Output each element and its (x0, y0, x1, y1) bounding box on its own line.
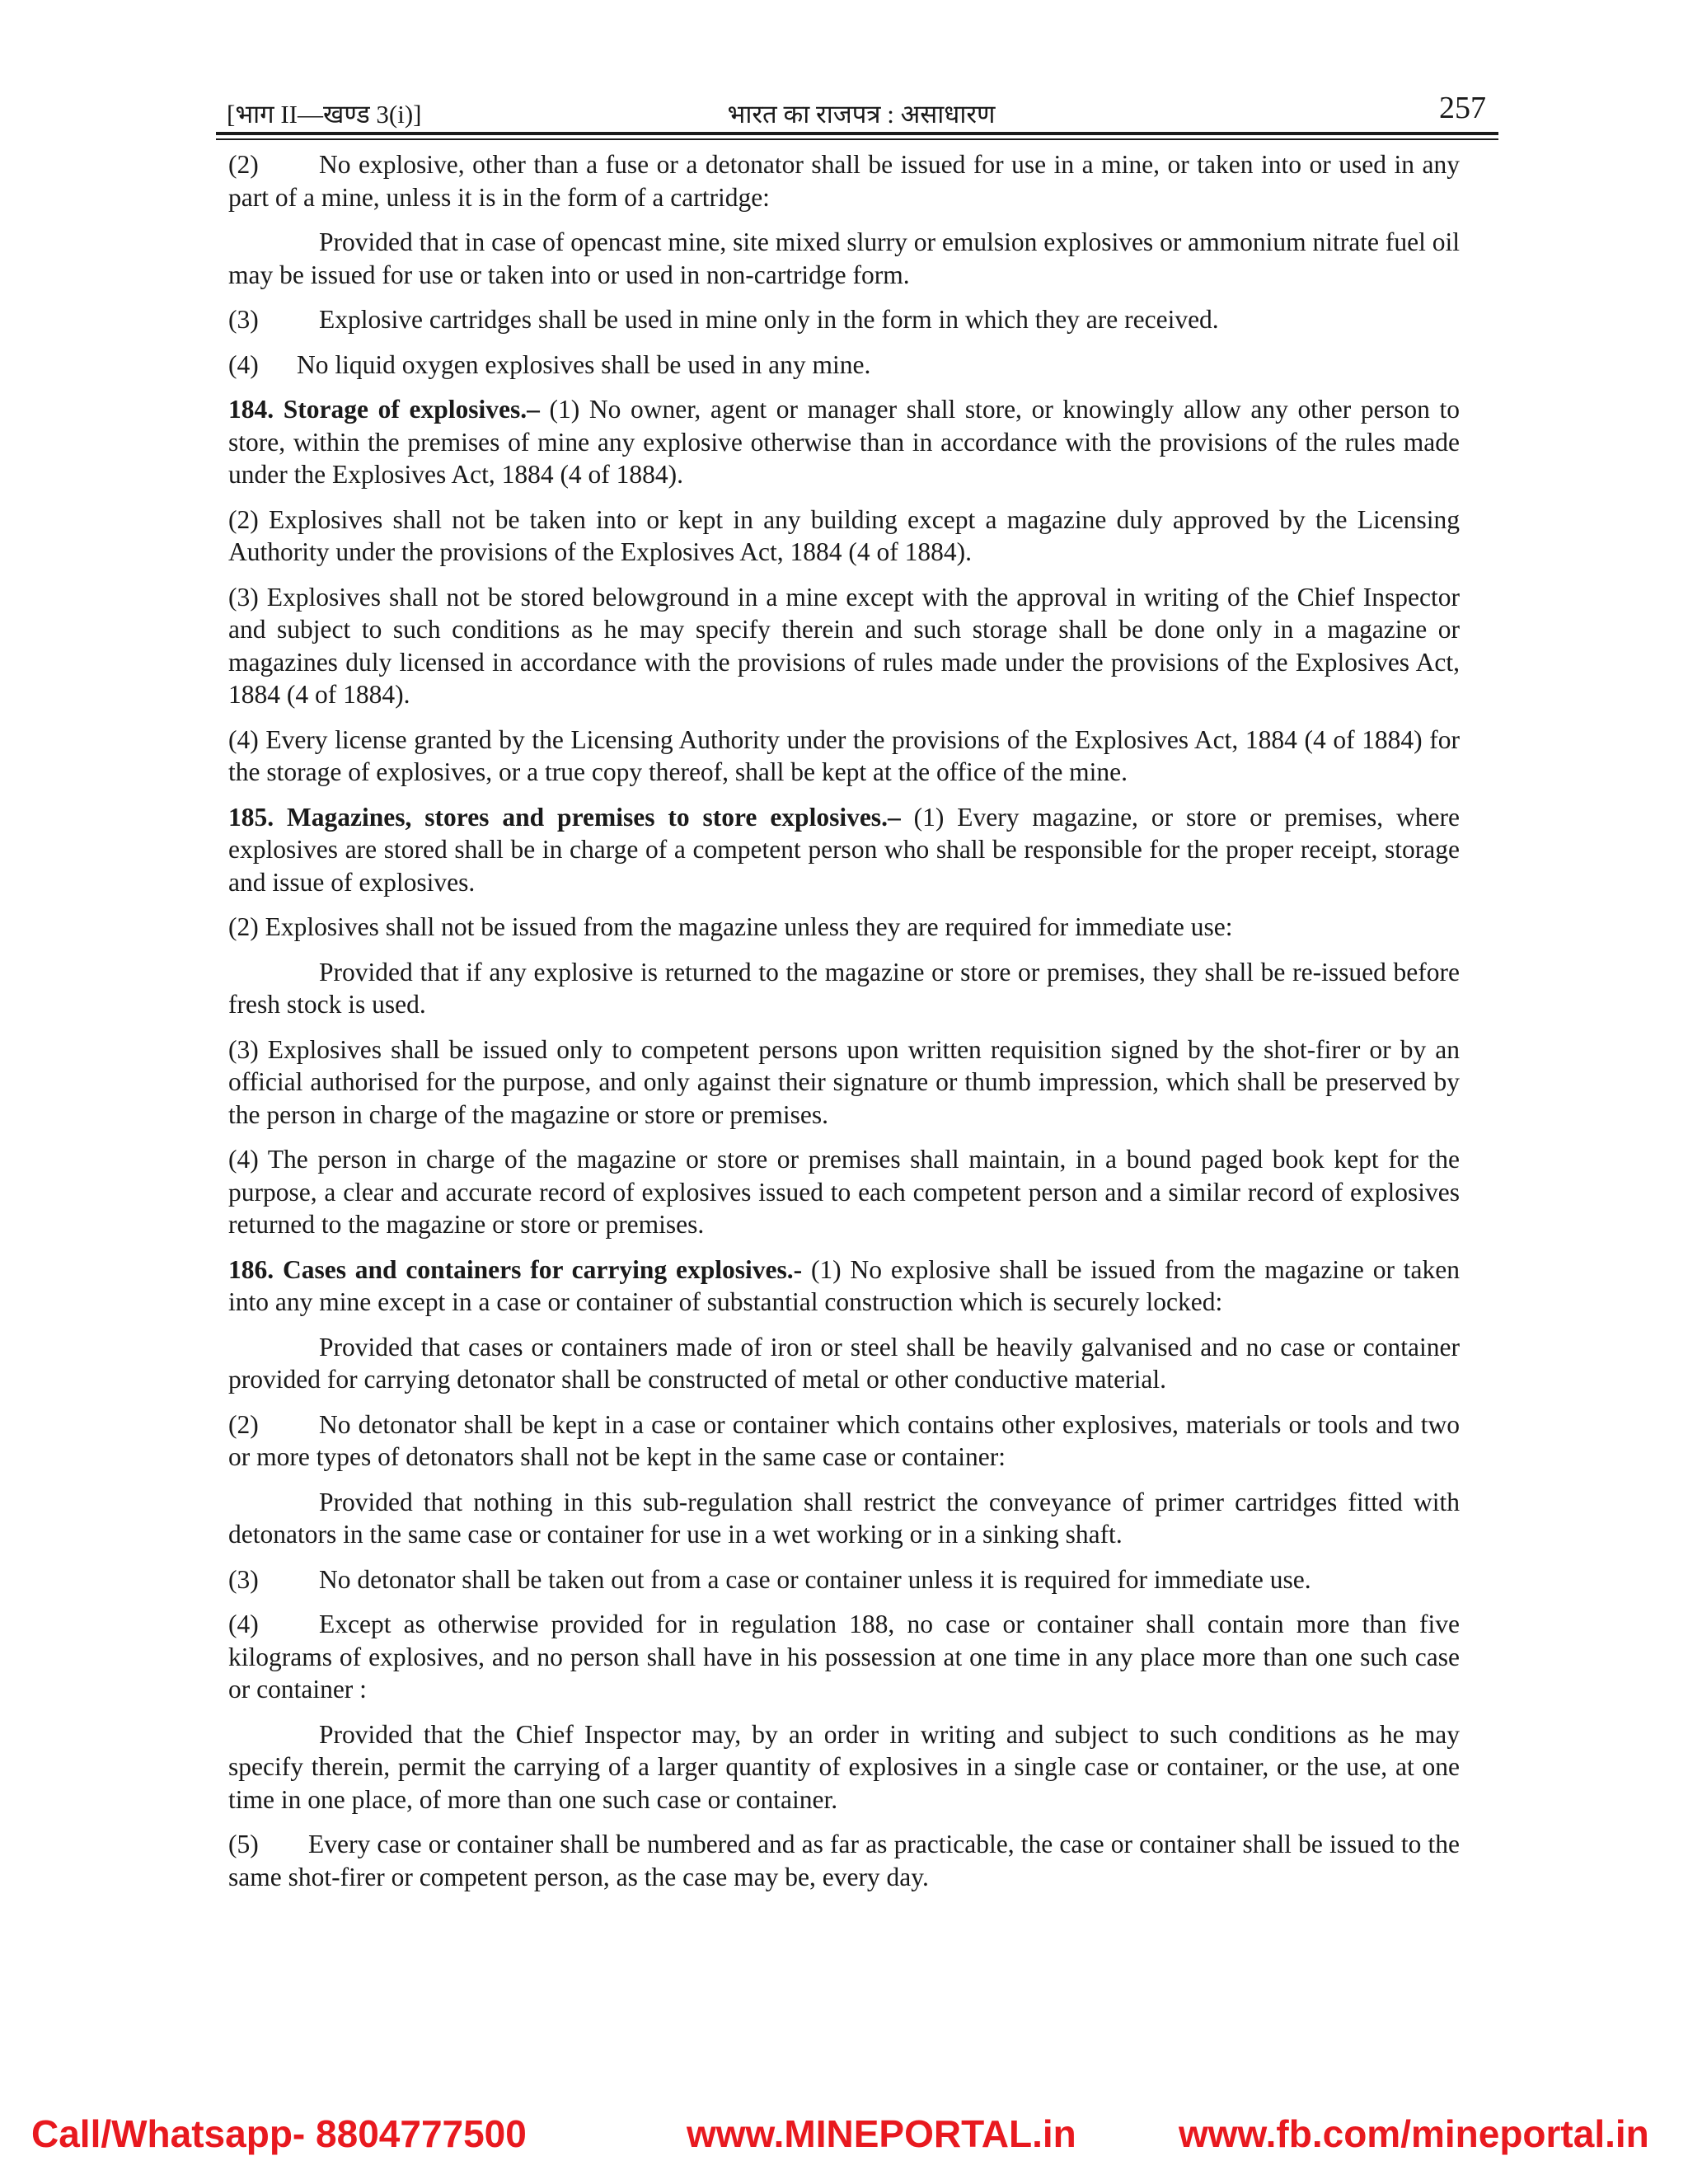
regulation-184-1 (228, 393, 1460, 491)
clause-number: (5) (228, 1830, 259, 1858)
clause-number: (4) (228, 1610, 259, 1638)
regulation-186-1 (228, 1254, 1460, 1319)
clause-text: Every case or container shall be numbered and as far as practicable, the case or container shall be issued to the same shot-firer or competent person, as the case may be, every day. (228, 1830, 1460, 1891)
clause-text: Explosive cartridges shall be used in mine only in the form in which they are received. (319, 305, 1219, 334)
clause-text: No detonator shall be kept in a case or container which contains other explosives, materials or tools and two or more types of detonators shall not be kept in the same case or container: (228, 1409, 1460, 1471)
paragraph-183-4 (228, 349, 1460, 382)
regulation-184-2: (2) Explosives shall not be taken into or kept in any building except a magazine duly approved by the Licensing Authority under the provisions of the Explosives Act, 1884 (4 of 1884). (228, 504, 1460, 566)
regulation-185-3: (3) Explosives shall be issued only to competent persons upon written requisition signed by the shot-firer or by an official authorised for the purpose, and only against their signature or thumb impression, which shall be preserved by the person in charge of the magazine or store or premises. (228, 1034, 1460, 1129)
document-body (228, 148, 1460, 1905)
clause-text: (1) No owner, agent or manager shall store, or knowingly allow any other person to store, within the premises of mine any explosive otherwise than in accordance with the provisions of the rules made under the Explosives Act, 1884 (4 of 1884). (228, 395, 1460, 489)
regulation-186-2 (228, 1408, 1460, 1474)
header-part-section: [भाग II—खण्ड 3(i)] (227, 100, 422, 129)
footer-phone: Call/Whatsapp- 8804777500 (31, 2112, 527, 2155)
footer-facebook-link[interactable]: www.fb.com/mineportal.in (1179, 2112, 1649, 2155)
header-gazette-title: भारत का राजपत्र : असाधारण (727, 100, 996, 129)
regulation-heading: 186. Cases and containers for carrying explosives.- (228, 1254, 803, 1284)
proviso-186-2: Provided that nothing in this sub-regulation shall restrict the conveyance of primer cartridges fitted with detonators in the same case or container for use in a wet working or in a sinking shaft. (228, 1487, 1460, 1549)
proviso-185-2: Provided that if any explosive is returned to the magazine or store or premises, they shall be re-issued before fresh stock is used. (228, 957, 1460, 1019)
header-rule-thick (216, 132, 1498, 135)
regulation-185-2: (2) Explosives shall not be issued from the magazine unless they are required for immediate use: (228, 912, 1233, 941)
regulation-184-3: (3) Explosives shall not be stored belowground in a mine except with the approval in writing of the Chief Inspector and subject to such conditions as he may specify therein and such storage shall be done only in a magazine or magazines duly licensed in accordance with the provisions of rules made under the provisions of the Explosives Act, 1884 (4 of 1884). (228, 582, 1460, 709)
clause-number: (2) (228, 1409, 259, 1439)
regulation-185-1 (228, 801, 1460, 899)
proviso-186-4: Provided that the Chief Inspector may, by an order in writing and subject to such conditions as he may specify therein, permit the carrying of a larger quantity of explosives in a single case or container, or the use, at one time in one place, of more than one such case or container. (228, 1719, 1460, 1814)
clause-text: (1) Every magazine, or store or premises, where explosives are stored shall be in charge of a competent person who shall be responsible for the proper receipt, storage and issue of explosives. (228, 802, 1460, 897)
proviso-183-2: Provided that in case of opencast mine, site mixed slurry or emulsion explosives or ammonium nitrate fuel oil may be issued for use or taken into or used in non-cartridge form. (228, 227, 1460, 289)
paragraph-183-2 (228, 148, 1460, 213)
clause-number: (4) (228, 349, 259, 379)
clause-text: No detonator shall be taken out from a case or container unless it is required for immediate use. (319, 1564, 1311, 1594)
footer-banner (0, 2111, 1688, 2169)
regulation-186-3 (228, 1563, 1460, 1596)
regulation-186-4 (228, 1608, 1460, 1706)
header-rule-thin (216, 138, 1498, 140)
clause-text: No explosive, other than a fuse or a detonator shall be issued for use in a mine, or taken into or used in any part of a mine, unless it is in the form of a cartridge: (228, 150, 1460, 212)
clause-text: No liquid oxygen explosives shall be used in any mine. (297, 349, 871, 379)
paragraph-183-3 (228, 303, 1460, 336)
regulation-184-4: (4) Every license granted by the Licensing Authority under the provisions of the Explosives Act, 1884 (4 of 1884) for the storage of explosives, or a true copy thereof, shall be kept at the office of the mine. (228, 724, 1460, 786)
footer-website-link[interactable]: www.MINEPORTAL.in (687, 2112, 1076, 2155)
clause-number: (3) (228, 305, 259, 334)
regulation-186-5 (228, 1828, 1460, 1893)
regulation-heading: 185. Magazines, stores and premises to store explosives.– (228, 802, 901, 832)
regulation-185-4: (4) The person in charge of the magazine or store or premises shall maintain, in a bound paged book kept for the purpose, a clear and accurate record of explosives issued to each competent person and a similar record of explosives returned to the magazine or store or premises. (228, 1145, 1460, 1239)
proviso-186-1: Provided that cases or containers made of iron or steel shall be heavily galvanised and no case or container provided for carrying detonator shall be constructed of metal or other conductive material. (228, 1332, 1460, 1394)
clause-number: (2) (228, 150, 259, 179)
clause-number: (3) (228, 1564, 259, 1594)
page-number: 257 (1439, 91, 1486, 125)
page-header (227, 91, 1496, 133)
clause-text: (1) No explosive shall be issued from the magazine or taken into any mine except in a case or container of substantial construction which is securely locked: (228, 1254, 1461, 1316)
clause-text: Except as otherwise provided for in regulation 188, no case or container shall contain more than five kilograms of explosives, and no person shall have in his possession at one time in any place more than one such case or container : (228, 1610, 1460, 1704)
regulation-heading: 184. Storage of explosives.– (228, 395, 540, 424)
